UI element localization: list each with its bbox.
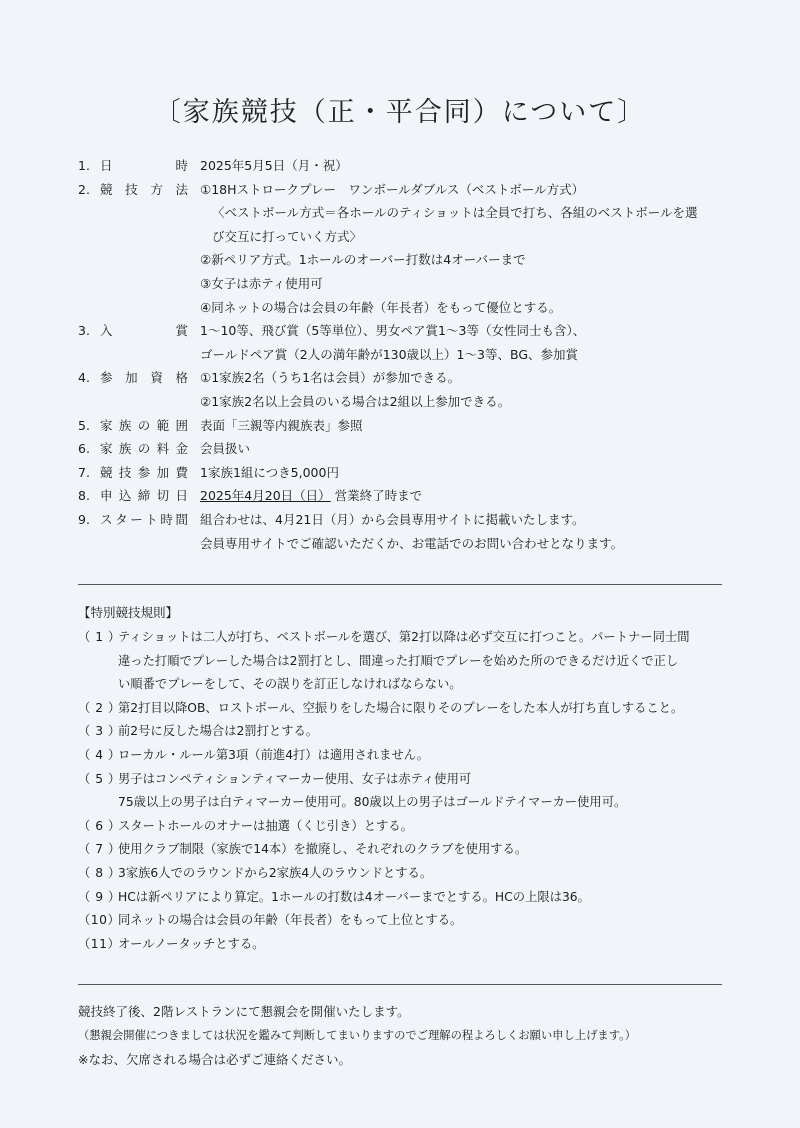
info-row [78,296,758,320]
info-label-char: 入 [100,323,113,339]
info-label-char: 競 [100,464,113,480]
party-note: （懇親会開催につきましては状況を鑑みて判断してまいりますのでご理解の程よろしくお願い申し上げます。） [78,1029,637,1042]
info-value: ④同ネットの場合は会員の年齢（年長者）をもって優位とする。 [200,299,562,315]
rule-text-continued: 75歳以上の男子は白ティマーカー使用可。80歳以上の男子はゴールドテイマーカー使用可。 [118,795,627,810]
info-label-char: の [137,417,151,433]
divider [78,584,722,585]
info-number [78,390,100,414]
info-value: 〈ベストボール方式＝各ホールのティショットは全員で打ち、各組のベストボールを選 [212,205,698,221]
info-row [78,508,758,532]
info-value: 1家族1組につき5,000円 [200,464,339,480]
rule-text: ティショットは二人が打ち、ベストボールを選び、第2打以降は必ず交互に打つこと。パートナー同士間 [118,630,690,644]
info-number [78,225,100,249]
rule-number: （ 8 ） [78,865,121,880]
info-label-char: 切 [156,488,170,504]
rule-text: 前2号に反した場合は2罰打とする。 [118,724,319,739]
info-row [78,319,758,343]
info-label-char: 参 [137,464,151,480]
info-row [78,532,758,556]
info-label [100,225,200,249]
info-label [100,461,200,485]
info-label-char: の [137,441,151,457]
info-number: 2. [78,181,90,197]
info-label [100,484,200,508]
deadline-date: 2025年4月20日（日） [200,488,331,504]
special-rules-list [78,626,728,956]
info-label-char: 法 [175,181,188,197]
info-row [78,178,758,202]
info-value [200,484,758,508]
info-label [100,272,200,296]
info-value: 会員専用サイトでご確認いただくか、お電話でのお問い合わせとなります。 [200,535,624,551]
info-number: 9. [78,511,90,527]
info-label [100,437,200,461]
rule-item [78,909,728,933]
rule-number: （10） [78,913,121,928]
info-label-char: タ [115,511,128,527]
rule-number: （ 2 ） [78,700,121,715]
info-value: 会員扱い [200,441,251,457]
info-row [78,248,758,272]
info-value: ②1家族2名以上会員のいる場合は2組以上参加できる。 [200,393,511,409]
info-label [100,296,200,320]
info-number [78,272,100,296]
rule-text: ローカル・ルール第3項（前進4打）は適用されません。 [118,747,430,762]
info-label-char: 時 [175,158,188,173]
info-number: 8. [78,488,90,504]
rule-item [78,815,728,839]
info-label-char: 間 [175,511,188,527]
rule-text-continued: い順番でプレーをして、その誤りを訂正しなければならない。 [118,677,462,692]
rule-item [78,626,728,650]
info-number: 1. [78,158,90,173]
info-row [78,414,758,438]
info-row [78,390,758,414]
info-label-char: 競 [100,181,113,197]
rule-text: 同ネットの場合は会員の年齢（年長者）をもって上位とする。 [118,913,463,928]
rule-item [78,697,728,721]
party-notice: 競技終了後、2階レストランにて懇親会を開催いたします。 [78,1004,410,1019]
rule-text: 3家族6人でのラウンドから2家族4人のラウンドとする。 [118,865,433,880]
info-number [78,296,100,320]
info-value: ③女子は赤ティ使用可 [200,275,323,291]
info-label [100,366,200,390]
info-value: 2025年5月5日（月・祝） [200,158,348,173]
info-label [100,532,200,556]
info-number [78,343,100,367]
event-info-list [78,154,758,555]
rule-text: スタートホールのオナーは抽選（くじ引き）とする。 [118,818,413,833]
info-number: 5. [78,417,90,433]
divider [78,984,722,985]
info-label-char: 格 [175,370,188,386]
footer-notes [78,1000,738,1072]
info-label [100,343,200,367]
info-label-char: ー [130,511,143,527]
info-label [100,390,200,414]
info-label-char: 金 [175,441,188,457]
info-value: 表面「三親等内親族表」参照 [200,417,363,433]
info-label-char: 込 [118,488,132,504]
info-label [100,178,200,202]
info-label-char: ス [100,511,113,527]
info-label-char: 賞 [175,323,188,339]
info-label-char: 締 [137,488,151,504]
info-label-char: 技 [118,464,132,480]
absence-note: ※なお、欠席される場合は必ずご連絡ください。 [78,1052,351,1067]
info-row [78,484,758,508]
rule-number: （ 7 ） [78,842,121,857]
rule-text: 男子はコンペティションティマーカー使用、女子は赤ティ使用可 [118,771,472,786]
info-number [78,532,100,556]
info-label-char: 申 [100,488,113,504]
info-number [78,248,100,272]
rule-item [78,862,728,886]
info-row [78,272,758,296]
rule-number: （11） [78,936,121,951]
info-label [100,414,200,438]
info-row [78,437,758,461]
info-value: 組合わせは、4月21日（月）から会員専用サイトに掲載いたします。 [200,511,585,527]
rule-item [78,744,728,768]
info-label-char: ト [145,511,158,527]
info-value: び交互に打っていく方式〉 [212,228,363,244]
info-label-char: 資 [150,370,163,386]
info-label-char: 費 [175,464,188,480]
rule-number: （ 6 ） [78,818,121,833]
rule-text: 使用クラブ制限（家族で14本）を撤廃し、それぞれのクラブを使用する。 [118,842,528,857]
rule-number: （ 3 ） [78,724,121,739]
info-label-char: 族 [118,417,132,433]
info-row [78,201,758,225]
info-label-char: 加 [125,370,138,386]
special-rules-section [78,602,728,956]
info-label-char: 加 [156,464,170,480]
info-label-char: 料 [156,441,170,457]
info-row [78,225,758,249]
info-number [78,201,100,225]
page-title: 〔家族競技（正・平合同）について〕 [153,97,647,128]
info-number: 7. [78,464,90,480]
info-label [100,201,200,225]
info-label-char: 族 [118,441,132,457]
info-label-char: 家 [100,441,113,457]
info-number: 6. [78,441,90,457]
info-label-char: 家 [100,417,113,433]
info-row [78,461,758,485]
rule-number: （ 5 ） [78,771,121,786]
rule-item [78,768,728,792]
rule-item [78,886,728,910]
info-label [100,508,200,532]
rule-text-continued: 違った打順でプレーした場合は2罰打とし、間違った打順でプレーを始めた所のできるだけ近くで正し [118,653,679,668]
rule-number: （ 4 ） [78,747,121,762]
deadline-suffix: 営業終了時まで [334,488,423,504]
rule-text: オールノータッチとする。 [118,936,265,951]
info-value: 1〜10等、飛び賞（5等単位）、男女ペア賞1〜3等（女性同士も含）、 [200,323,586,339]
info-label-char: 日 [175,488,188,504]
info-label [100,154,200,178]
info-label-char: 参 [100,370,113,386]
info-value: ①1家族2名（うち1名は会員）が参加できる。 [200,370,461,386]
info-label-char: 時 [160,511,173,527]
special-rules-heading: 【特別競技規則】 [78,605,179,620]
info-value: ゴールドペア賞（2人の満年齢が130歳以上）1〜3等、BG、参加賞 [200,346,579,362]
info-row [78,154,758,178]
info-number: 3. [78,323,90,339]
info-label-char: 日 [100,158,113,173]
rule-number: （ 1 ） [78,630,121,644]
rule-text: HCは新ペリアにより算定。1ホールの打数は4オーバーまでとする。HCの上限は36。 [118,889,590,904]
info-label-char: 方 [150,181,163,197]
info-value: ②新ペリア方式。1ホールのオーバー打数は4オーバーまで [200,252,526,268]
info-value: ①18Hストロークプレー ワンボールダブルス（ベストボール方式） [200,181,585,197]
info-number: 4. [78,370,90,386]
info-label [100,248,200,272]
rule-item [78,838,728,862]
info-label-char: 範 [156,417,170,433]
rule-item [78,933,728,957]
rule-text: 第2打目以降OB、ロストボール、空振りをした場合に限りそのプレーをした本人が打ち直しすること。 [118,700,684,715]
info-label-char: 技 [125,181,138,197]
info-row [78,343,758,367]
rule-number: （ 9 ） [78,889,121,904]
info-label-char: 囲 [175,417,188,433]
info-label [100,319,200,343]
info-row [78,366,758,390]
rule-item [78,720,728,744]
